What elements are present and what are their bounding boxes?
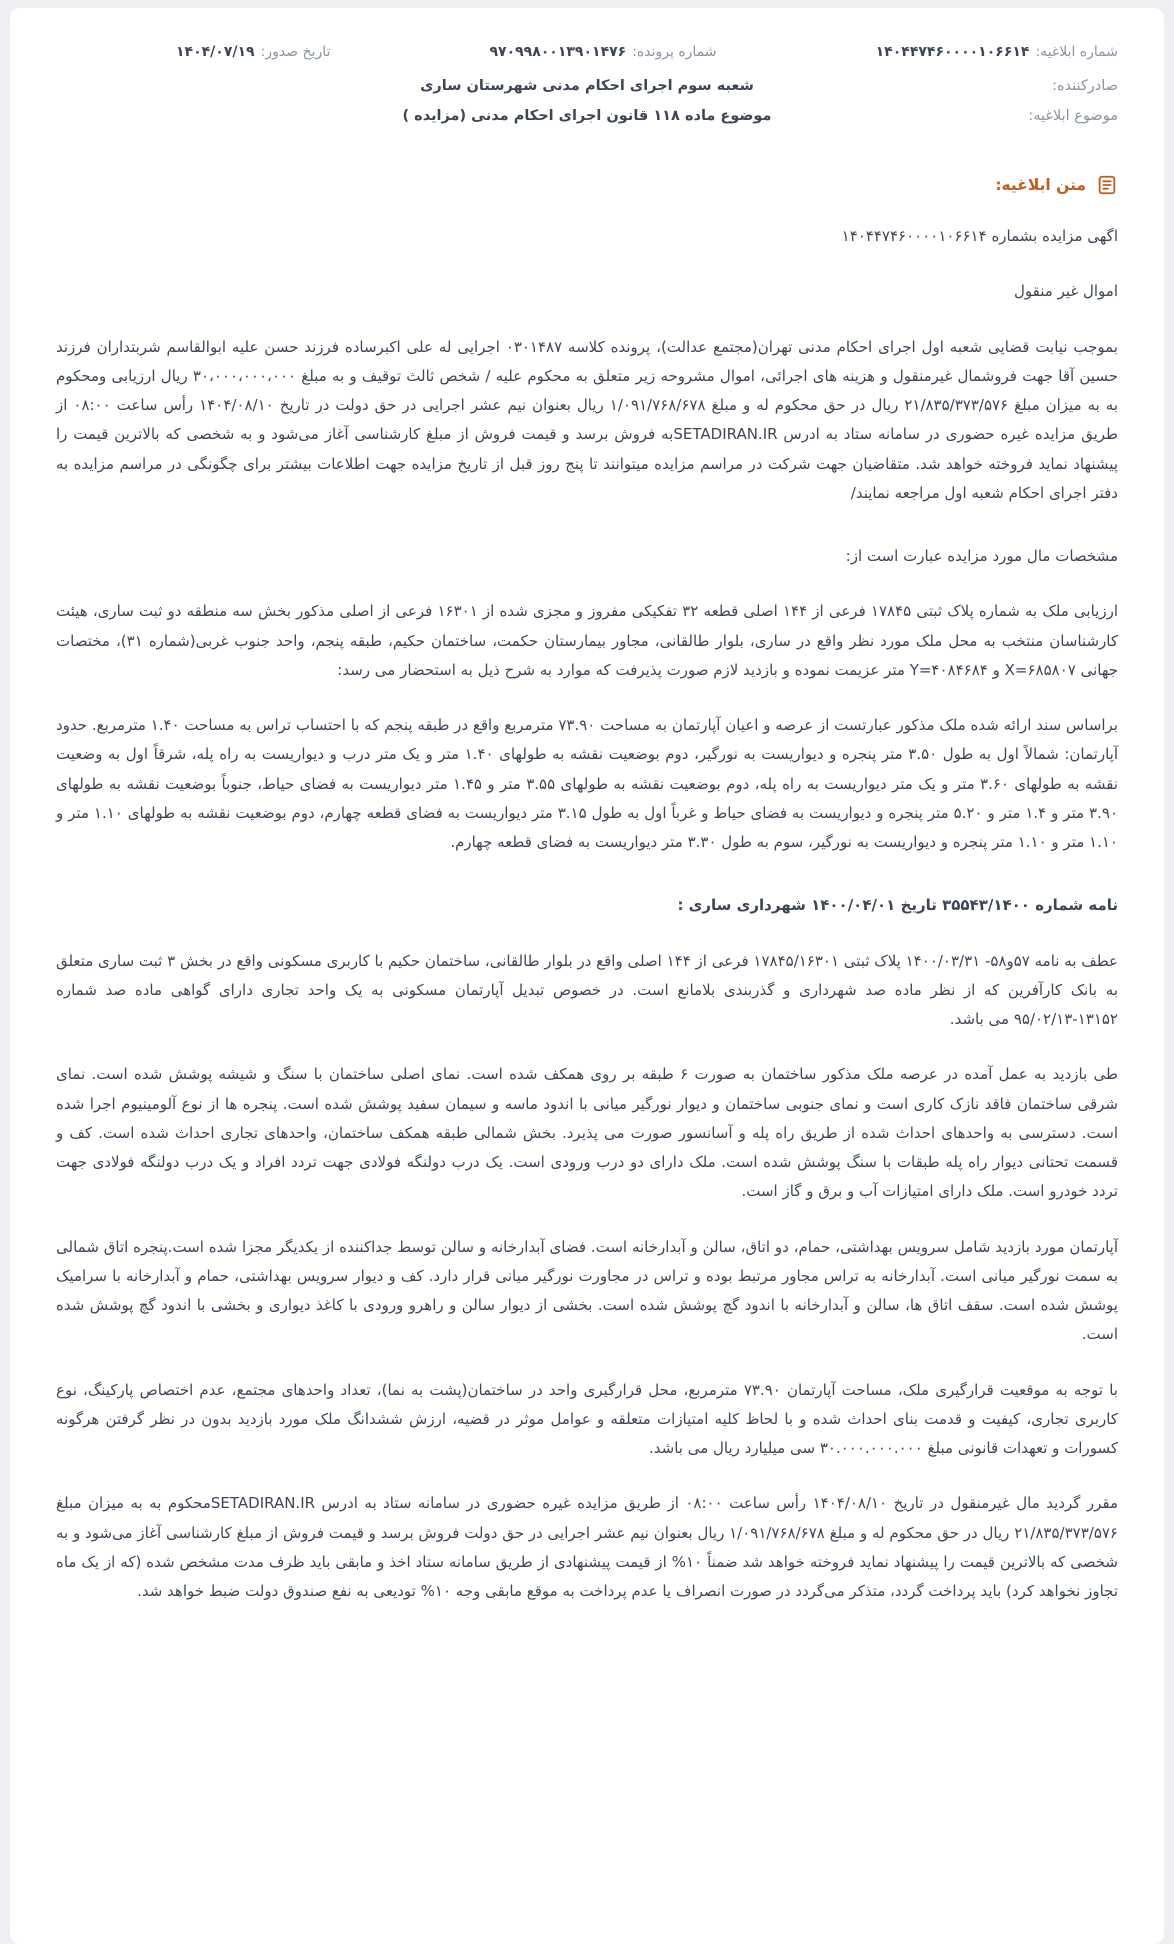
paragraph-municipality-letter-heading: نامه شماره ۳۵۵۴۳/۱۴۰۰ تاریخ ۱۴۰۰/۰۴/۰۱ شهرداری ساری : (677, 896, 1118, 915)
paragraph-property-assessment: ارزیابی ملک به شماره پلاک ثبتی ۱۷۸۴۵ فرعی از ۱۴۴ اصلی قطعه ۳۲ تفکیکی مفروز و مجزی شده از ۱۶۳۰۱ فرعی از اصلی مذکور بخش سه منطقه دو ثبت ساری، هیئت کارشناسان منتخب به محل ملک مورد نظر واقع در ساری، بلوار طالقانی، مجاور بیمارستان حکمت، ساختمان حکیم، طبقه پنجم، واحد جنوب غربی(شماره ۳۱)، مختصات جهانی X=۶۸۵۸۰۷ و Y=۴۰۸۴۶۸۴ متر عزیمت نموده و بازدید لازم صورت پذیرفت که موارد به شرح ذیل به استحضار می رسد: (56, 602, 1119, 679)
case-number-value: ۹۷۰۹۹۸۰۰۱۳۹۰۱۴۷۶ (489, 44, 627, 60)
subject-row (56, 106, 1118, 136)
paragraph-auction-terms: مقرر گردید مال غیرمنقول در تاریخ ۱۴۰۴/۰۸/۱۰ رأس ساعت ۰۸:۰۰ از طریق مزایده غیره حضوری در سامانه ستاد به ادرس SETADIRAN.IRمحکوم به به میزان مبلغ ۲۱/۸۳۵/۳۷۳/۵۷۶ ریال در حق محکوم له و مبلغ ۱/۰۹۱/۷۶۸/۶۷۸ ریال بعنوان نیم عشر اجرایی در حق دولت فروش برسد و قیمت فروش از مبلغ کارشناسی آغاز می‌شود و به شخصی که بالاترین قیمت را پیشنهاد نماید فروخته خواهد شد ضمناً ۱۰% از قیمت پیشنهادی از طریق سامانه ستاد اخذ و مابقی باید ظرف مدت مشخص شده (که از یک ماه تجاوز نخواهد کرد) باید پرداخت گردد، متذکر می‌گردد در صورت انصراف یا عدم پرداخت به موقع مابقی وجه ۱۰% تودیعی به نفع صندوق دولت ضبط خواهد شد. (56, 1494, 1119, 1600)
notice-body-header (56, 174, 1118, 196)
document-icon (1096, 174, 1118, 196)
issue-date-value: ۱۴۰۴/۰۷/۱۹ (176, 44, 255, 60)
paragraph-apartment-description: آپارتمان مورد بازدید شامل سرویس بهداشتی، حمام، دو اتاق، سالن و آبدارخانه است. فضای آبدارخانه و سالن توسط جداکننده از یکدیگر مجزا شده است.پنجره اتاق شمالی به سمت نورگیر میانی است. آبدارخانه به تراس مجاور مرتبط بوده و تراس در مجاورت نورگیر میانی قرار دارد. کف و دیوار سرویس بهداشتی، حمام و آبدارخانه با سرامیک پوشش شده است. سقف اتاق ها، سالن و آبدارخانه با اندود گچ پوشش شده است. بخشی از دیوار سالن و راهرو ورودی با کاغذ دیواری و بخشی با اندود گچ پوشش شده است. (56, 1237, 1118, 1344)
paragraph-deed-description: براساس سند ارائه شده ملک مذکور عبارتست از عرصه و اعیان آپارتمان به مساحت ۷۳.۹۰ مترمربع واقع در طبقه پنجم که با احتساب تراس به مساحت ۱.۴۰ مترمربع. حدود آپارتمان: شمالاً اول به طول ۳.۵۰ متر پنجره و دیواریست به نورگیر، دوم بوضعیت نقشه به طولهای ۱.۴۰ متر و یک متر درب و دیواریست به راه پله، شرقاً اول به وضعیت نقشه به طولهای ۳.۶۰ متر و یک متر دیواریست به راه پله، دوم بوضعیت نقشه به طولهای ۳.۵۵ متر و ۱.۴۵ متر دیواریست به فضای حیاط، جنوباً بوضعیت نقشه به طولهای ۳.۹۰ متر و ۱.۴ متر و ۵.۲۰ متر پنجره و دیواریست به فضای حیاط و غرباً اول به طول ۳.۱۵ متر دیواریست به فضای قطعه چهارم، دوم بوضعیت نقشه به طولهای ۱.۱۰ متر و ۱.۱۰ متر و ۱.۱۰ متر پنجره و دیواریست به نورگیر، سوم به طول ۳.۳۰ متر دیواریست به فضای قطعه چهارم. (56, 716, 1119, 851)
notice-number (876, 44, 1118, 60)
paragraph-property-type-line: اموال غیر منقول (1014, 282, 1118, 301)
issuer-row (56, 76, 1118, 106)
issuer-value: شعبه سوم اجرای احکام مدنی شهرستان ساری (420, 78, 754, 94)
subject-value: موضوع ماده ۱۱۸ قانون اجرای احکام مدنی (مزایده ) (402, 108, 772, 124)
notice-body (56, 222, 1118, 1606)
notice-number-label: شماره ابلاغیه: (1035, 44, 1118, 60)
issuer-label: صادرکننده: (1052, 78, 1118, 94)
paragraph-auction-number-line: اگهی مزایده بشماره ۱۴۰۴۴۷۴۶۰۰۰۰۱۰۶۶۱۴ (841, 227, 1118, 245)
paragraph-valuation: با توجه به موقعیت قرارگیری ملک، مساحت آپارتمان ۷۳.۹۰ مترمربع، محل قرارگیری واحد در ساختمان(پشت به نما)، تعداد واحدهای مجتمع، عدم اختصاص پارکینگ، نوع کاربری تجاری، کیفیت و قدمت بنای احداث شده و با لحاظ کلیه امتیازات متعلقه و عوامل موثر در قضیه، ارزش ششدانگ ملک مورد بازدید بدون در نظر گرفتن هرگونه کسورات و تعهدات قانونی مبلغ ۳۰.۰۰۰.۰۰۰.۰۰۰ سی میلیارد ریال می باشد. (56, 1380, 1118, 1457)
header-meta-row (56, 44, 1118, 60)
issue-date-label: تاریخ صدور: (260, 44, 331, 60)
paragraph-municipality-letter-body: عطف به نامه ۵۷و۵۸- ۱۴۰۰/۰۳/۳۱ پلاک ثبتی ۱۷۸۴۵/۱۶۳۰۱ فرعی از ۱۴۴ اصلی واقع در بلوار طالقانی، ساختمان حکیم با کاربری مسکونی واقع در بخش ۳ ثبت ساری متعلق به بانک کارآفرین که از نظر ماده صد شهرداری و گذربندی بلامانع است. در خصوص تبدیل آپارتمان مسکونی به یک واحد تجاری دارای گواهی ماده صد شماره ۱۳۱۵۲-۹۵/۰۲/۱۳ می باشد. (55, 951, 1118, 1028)
case-number-label: شماره پرونده: (632, 44, 717, 60)
paragraph-specs-heading: مشخصات مال مورد مزایده عبارت است از: (845, 547, 1118, 565)
paragraph-site-visit-description: طی بازدید به عمل آمده در عرصه ملک مذکور ساختمان به صورت ۶ طبقه بر روی همکف شده است. نمای اصلی ساختمان با سنگ و شیشه پوشش شده است. نمای شرقی ساختمان فاقد نازک کاری است و نمای جنوبی ساختمان و دیوار نورگیر میانی با اندود ماسه و سیمان سفید پوشش شده است. پنجره ها از نوع آلومینیوم اجرا شده است. دسترسی به واحدهای احداث شده از طریق راه پله و آسانسور صورت می پذیرد. بخش شمالی طبقه همکف ساختمان، واحدهای تجاری احداث شده است. کف و قسمت تحتانی دیوار راه پله طبقات با سنگ پوشش شده است. ملک دارای دو درب ورودی است. یک درب دولنگه فولادی جهت تردد افراد و یک درب دولنگه فولادی جهت تردد خودرو است. ملک دارای امتیازات آب و برق و گاز است. (56, 1065, 1118, 1201)
case-number (489, 44, 716, 60)
notice-card (10, 8, 1164, 1944)
notice-number-value: ۱۴۰۴۴۷۴۶۰۰۰۰۱۰۶۶۱۴ (875, 44, 1030, 60)
subject-label: موضوع ابلاغیه: (1028, 108, 1118, 124)
issue-date (176, 44, 330, 60)
paragraph-auction-description: بموجب نیابت قضایی شعبه اول اجرای احکام مدنی تهران(مجتمع عدالت)، پرونده کلاسه ۰۳۰۱۴۸۷ اجرایی له علی اکبرساده فرزند حسن علیه ابوالقاسم شربتداران فرزند حسین آقا جهت فروشمال غیرمنقول و هزینه های اجرائی، اموال مشروحه زیر متعلق به محکوم علیه / شخص ثالث توقیف و به مبلغ ۳۰،۰۰۰،۰۰۰،۰۰۰ ریال ارزیابی ومحکوم به به میزان مبلغ ۲۱/۸۳۵/۳۷۳/۵۷۶ ریال در حق محکوم له و مبلغ ۱/۰۹۱/۷۶۸/۶۷۸ ریال بعنوان نیم عشر اجرایی در حق دولت در تاریخ ۱۴۰۴/۰۸/۱۰ رأس ساعت ۰۸:۰۰ از طریق مزایده غیره حضوری در سامانه ستاد به ادرس SETADIRAN.IRبه فروش برسد و قیمت فروش از مبلغ کارشناسی آغاز می‌شود و به شخصی که بالاترین قیمت را پیشنهاد نماید فروخته خواهد شد. متقاضیان جهت شرکت در مراسم مزایده میتوانند تا پنج روز قبل از تاریخ مزایده جهت اطلاعات بیشتر برای چگونگی در مراسم مزایده به دفتر اجرای احکام شعبه اول مراجعه نمایند/ (56, 337, 1118, 502)
notice-body-label: متن ابلاغیه: (995, 176, 1086, 194)
